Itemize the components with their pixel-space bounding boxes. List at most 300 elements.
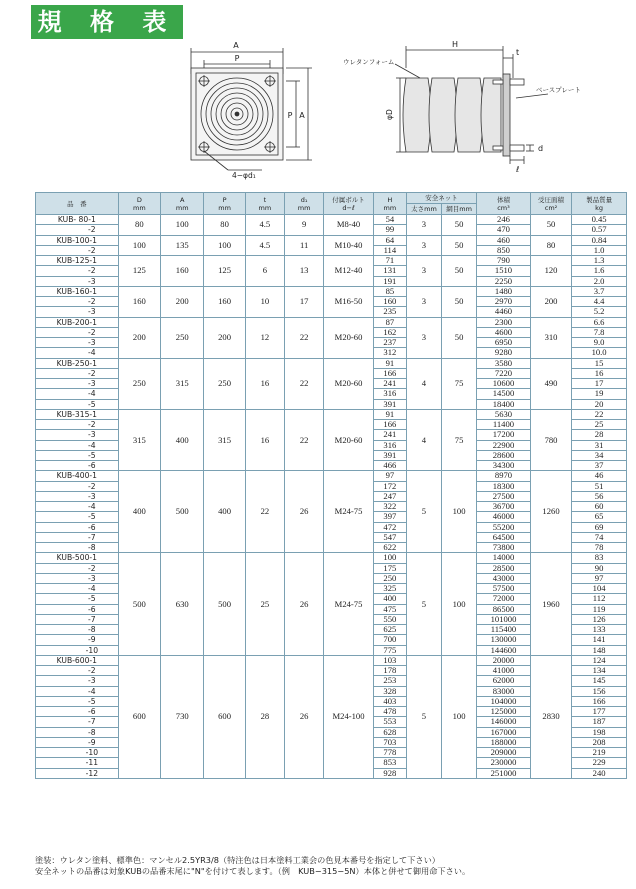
cell-model: -9 (36, 737, 119, 747)
cell-volume: 34300 (477, 461, 531, 471)
cell-model: -8 (36, 543, 119, 553)
cell-bolt: M10-40 (324, 235, 374, 256)
cell-model: -2 (36, 327, 119, 337)
th-A: A mm (161, 193, 204, 215)
cell-D: 600 (118, 655, 160, 778)
cell-D: 80 (118, 215, 160, 236)
cell-A: 730 (161, 655, 204, 778)
cell-volume: 18300 (477, 481, 531, 491)
cell-d1: 22 (284, 358, 323, 409)
cell-D: 160 (118, 286, 160, 317)
cell-D: 100 (118, 235, 160, 256)
cell-volume: 4460 (477, 307, 531, 317)
cell-d1: 26 (284, 655, 323, 778)
cell-volume: 144600 (477, 645, 531, 655)
cell-model: -3 (36, 379, 119, 389)
cell-model: KUB-100-1 (36, 235, 119, 245)
cell-H: 628 (373, 727, 406, 737)
cell-mass: 112 (572, 594, 627, 604)
cell-model: -5 (36, 594, 119, 604)
cell-H: 191 (373, 276, 406, 286)
cell-area: 50 (530, 215, 571, 236)
cell-H: 547 (373, 532, 406, 542)
cell-net-mesh: 75 (442, 409, 477, 471)
cell-volume: 2250 (477, 276, 531, 286)
cell-bolt: M20-60 (324, 358, 374, 409)
cell-volume: 130000 (477, 635, 531, 645)
cell-area: 80 (530, 235, 571, 256)
cell-A: 100 (161, 215, 204, 236)
cell-H: 700 (373, 635, 406, 645)
cell-mass: 156 (572, 686, 627, 696)
spec-table-body (36, 215, 627, 779)
cell-volume: 72000 (477, 594, 531, 604)
cell-d1: 11 (284, 235, 323, 256)
cell-model: -2 (36, 297, 119, 307)
cell-volume: 2300 (477, 317, 531, 327)
cell-H: 403 (373, 696, 406, 706)
cell-H: 91 (373, 358, 406, 368)
cell-H: 237 (373, 338, 406, 348)
cell-D: 200 (118, 317, 160, 358)
cell-model: -10 (36, 645, 119, 655)
cell-model: -3 (36, 276, 119, 286)
cell-A: 135 (161, 235, 204, 256)
th-t: t mm (245, 193, 284, 215)
cell-H: 250 (373, 573, 406, 583)
cell-H: 853 (373, 758, 406, 768)
cell-mass: 166 (572, 696, 627, 706)
th-safety-net: 安全ネット (406, 193, 476, 204)
cell-volume: 17200 (477, 430, 531, 440)
cell-area: 1260 (530, 471, 571, 553)
table-row (36, 235, 627, 245)
cell-volume: 9280 (477, 348, 531, 358)
cell-mass: 126 (572, 614, 627, 624)
cell-mass: 2.0 (572, 276, 627, 286)
cell-model: KUB-125-1 (36, 256, 119, 266)
baseplate-label: ベースプレート (536, 86, 581, 94)
cell-H: 100 (373, 553, 406, 563)
dim-phiD-label: φD (385, 109, 394, 120)
dim-d-label: d (538, 144, 544, 153)
cell-net-mesh: 75 (442, 358, 477, 409)
cell-mass: 78 (572, 543, 627, 553)
cell-volume: 115400 (477, 625, 531, 635)
cell-P: 250 (204, 358, 245, 409)
cell-model: -7 (36, 717, 119, 727)
cell-volume: 14500 (477, 389, 531, 399)
cell-model: -5 (36, 399, 119, 409)
dim-H-label: H (451, 40, 459, 49)
cell-A: 250 (161, 317, 204, 358)
cell-H: 928 (373, 768, 406, 778)
cell-d1: 26 (284, 471, 323, 553)
cell-t: 16 (245, 409, 284, 471)
cell-model: -11 (36, 758, 119, 768)
cell-model: -5 (36, 512, 119, 522)
cell-model: KUB-600-1 (36, 655, 119, 665)
cell-net-mesh: 50 (442, 235, 477, 256)
cell-volume: 1510 (477, 266, 531, 276)
dim-A-side-label: A (299, 111, 305, 120)
cell-t: 4.5 (245, 215, 284, 236)
cell-t: 22 (245, 471, 284, 553)
cell-model: -4 (36, 440, 119, 450)
cell-model: KUB-200-1 (36, 317, 119, 327)
cell-bolt: M24-100 (324, 655, 374, 778)
cell-model: -7 (36, 614, 119, 624)
cell-t: 10 (245, 286, 284, 317)
cell-A: 160 (161, 256, 204, 287)
cell-mass: 0.45 (572, 215, 627, 225)
th-net-mesh: 網目mm (442, 204, 477, 215)
cell-volume: 86500 (477, 604, 531, 614)
cell-d1: 13 (284, 256, 323, 287)
spec-table (35, 192, 627, 779)
cell-H: 114 (373, 245, 406, 255)
dim-l-label: ℓ (516, 165, 520, 174)
cell-model: -2 (36, 368, 119, 378)
cell-model: -2 (36, 245, 119, 255)
cell-volume: 790 (477, 256, 531, 266)
cell-H: 400 (373, 594, 406, 604)
cell-mass: 148 (572, 645, 627, 655)
cell-volume: 251000 (477, 768, 531, 778)
cell-model: -5 (36, 450, 119, 460)
cell-mass: 1.3 (572, 256, 627, 266)
cell-net-mesh: 50 (442, 215, 477, 236)
cell-mass: 46 (572, 471, 627, 481)
cell-volume: 18400 (477, 399, 531, 409)
cell-mass: 145 (572, 676, 627, 686)
cell-area: 490 (530, 358, 571, 409)
cell-mass: 83 (572, 553, 627, 563)
cell-H: 247 (373, 491, 406, 501)
cell-volume: 36700 (477, 502, 531, 512)
cell-H: 550 (373, 614, 406, 624)
dim-P-side-label: P (287, 111, 293, 120)
cell-net-thick: 4 (406, 409, 441, 471)
footnotes (35, 855, 635, 877)
cell-mass: 16 (572, 368, 627, 378)
note-safety-net: 安全ネットの品番は対象KUBの品番末尾に"N"を付けて表します。（例 KUB−315−5N）本体と併せて御用命下さい。 (35, 866, 471, 876)
cell-H: 235 (373, 307, 406, 317)
cell-P: 160 (204, 286, 245, 317)
cell-model: -4 (36, 502, 119, 512)
cell-A: 315 (161, 358, 204, 409)
cell-volume: 101000 (477, 614, 531, 624)
cell-H: 178 (373, 666, 406, 676)
cell-mass: 3.7 (572, 286, 627, 296)
dimension-drawings (0, 38, 636, 188)
cell-mass: 5.2 (572, 307, 627, 317)
cell-t: 28 (245, 655, 284, 778)
cell-volume: 10600 (477, 379, 531, 389)
cell-D: 250 (118, 358, 160, 409)
cell-volume: 83000 (477, 686, 531, 696)
note-paint: 塗装：ウレタン塗料、標準色：マンセル2.5YR3/8（特注色は日本塗料工業会の色見本番号を指定して下さい） (35, 855, 440, 865)
cell-H: 475 (373, 604, 406, 614)
cell-A: 200 (161, 286, 204, 317)
cell-model: -6 (36, 604, 119, 614)
th-D: D mm (118, 193, 160, 215)
cell-model: -8 (36, 727, 119, 737)
cell-mass: 31 (572, 440, 627, 450)
cell-net-mesh: 50 (442, 317, 477, 358)
cell-H: 131 (373, 266, 406, 276)
cell-volume: 64500 (477, 532, 531, 542)
dim-A-label: A (233, 41, 239, 50)
cell-P: 400 (204, 471, 245, 553)
th-d1: d₁ mm (284, 193, 323, 215)
cell-mass: 25 (572, 420, 627, 430)
cell-mass: 7.8 (572, 327, 627, 337)
cell-model: -10 (36, 748, 119, 758)
cell-mass: 17 (572, 379, 627, 389)
cell-H: 64 (373, 235, 406, 245)
cell-net-thick: 3 (406, 317, 441, 358)
cell-bolt: M24-75 (324, 553, 374, 656)
cell-bolt: M20-60 (324, 317, 374, 358)
spec-table-header (36, 193, 627, 215)
cell-mass: 198 (572, 727, 627, 737)
cell-mass: 37 (572, 461, 627, 471)
cell-t: 6 (245, 256, 284, 287)
cell-model: -2 (36, 481, 119, 491)
cell-area: 1960 (530, 553, 571, 656)
cell-volume: 14000 (477, 553, 531, 563)
cell-H: 99 (373, 225, 406, 235)
th-area: 受圧面積 cm² (530, 193, 571, 215)
cell-model: -3 (36, 307, 119, 317)
cell-mass: 124 (572, 655, 627, 665)
urethane-label: ウレタンフォーム (343, 58, 395, 66)
cell-model: -3 (36, 338, 119, 348)
cell-model: KUB-400-1 (36, 471, 119, 481)
cell-model: -2 (36, 666, 119, 676)
cell-model: -12 (36, 768, 119, 778)
cell-volume: 125000 (477, 707, 531, 717)
cell-H: 160 (373, 297, 406, 307)
cell-area: 2830 (530, 655, 571, 778)
cell-H: 472 (373, 522, 406, 532)
cell-H: 325 (373, 584, 406, 594)
cell-mass: 15 (572, 358, 627, 368)
cell-volume: 850 (477, 245, 531, 255)
table-row (36, 409, 627, 419)
cell-t: 12 (245, 317, 284, 358)
cell-mass: 0.84 (572, 235, 627, 245)
cell-H: 397 (373, 512, 406, 522)
cell-mass: 6.6 (572, 317, 627, 327)
cell-volume: 1480 (477, 286, 531, 296)
cell-mass: 60 (572, 502, 627, 512)
cell-H: 241 (373, 379, 406, 389)
cell-volume: 6950 (477, 338, 531, 348)
cell-H: 391 (373, 450, 406, 460)
dim-t-label: t (516, 48, 520, 57)
cell-mass: 10.0 (572, 348, 627, 358)
cell-mass: 97 (572, 573, 627, 583)
cell-P: 80 (204, 215, 245, 236)
cell-H: 97 (373, 471, 406, 481)
cell-bolt: M16-50 (324, 286, 374, 317)
cell-mass: 119 (572, 604, 627, 614)
cell-mass: 0.57 (572, 225, 627, 235)
cell-t: 16 (245, 358, 284, 409)
cell-H: 316 (373, 389, 406, 399)
cell-net-thick: 5 (406, 655, 441, 778)
cell-volume: 20000 (477, 655, 531, 665)
cell-mass: 177 (572, 707, 627, 717)
cell-mass: 69 (572, 522, 627, 532)
cell-model: KUB- 80-1 (36, 215, 119, 225)
cell-H: 71 (373, 256, 406, 266)
cell-model: -6 (36, 461, 119, 471)
cell-A: 500 (161, 471, 204, 553)
cell-H: 622 (373, 543, 406, 553)
cell-mass: 1.0 (572, 245, 627, 255)
table-row (36, 256, 627, 266)
cell-net-mesh: 50 (442, 256, 477, 287)
cell-H: 625 (373, 625, 406, 635)
cell-mass: 104 (572, 584, 627, 594)
cell-H: 322 (373, 502, 406, 512)
front-view-drawing (191, 48, 312, 170)
cell-volume: 146000 (477, 717, 531, 727)
cell-mass: 34 (572, 450, 627, 460)
table-row (36, 553, 627, 563)
cell-mass: 9.0 (572, 338, 627, 348)
cell-mass: 74 (572, 532, 627, 542)
th-bolt: 付属ボルト d−ℓ (324, 193, 374, 215)
cell-A: 630 (161, 553, 204, 656)
cell-P: 200 (204, 317, 245, 358)
cell-volume: 460 (477, 235, 531, 245)
cell-H: 103 (373, 655, 406, 665)
cell-net-thick: 3 (406, 235, 441, 256)
cell-model: -7 (36, 532, 119, 542)
cell-mass: 51 (572, 481, 627, 491)
cell-d1: 9 (284, 215, 323, 236)
cell-net-mesh: 100 (442, 655, 477, 778)
cell-model: -8 (36, 625, 119, 635)
cell-model: -2 (36, 563, 119, 573)
cell-net-mesh: 100 (442, 553, 477, 656)
cell-volume: 11400 (477, 420, 531, 430)
cell-volume: 230000 (477, 758, 531, 768)
cell-model: -6 (36, 522, 119, 532)
cell-mass: 134 (572, 666, 627, 676)
table-row (36, 358, 627, 368)
cell-model: -9 (36, 635, 119, 645)
cell-mass: 240 (572, 768, 627, 778)
cell-area: 120 (530, 256, 571, 287)
cell-model: -4 (36, 686, 119, 696)
cell-model: -4 (36, 584, 119, 594)
cell-H: 775 (373, 645, 406, 655)
cell-volume: 41000 (477, 666, 531, 676)
cell-net-thick: 5 (406, 471, 441, 553)
cell-volume: 28600 (477, 450, 531, 460)
cell-H: 703 (373, 737, 406, 747)
cell-mass: 4.4 (572, 297, 627, 307)
cell-net-mesh: 100 (442, 471, 477, 553)
cell-net-thick: 3 (406, 215, 441, 236)
cell-P: 125 (204, 256, 245, 287)
table-row (36, 317, 627, 327)
cell-volume: 167000 (477, 727, 531, 737)
cell-mass: 1.6 (572, 266, 627, 276)
cell-model: KUB-160-1 (36, 286, 119, 296)
table-row (36, 471, 627, 481)
cell-H: 162 (373, 327, 406, 337)
cell-volume: 22900 (477, 440, 531, 450)
dim-P-label: P (234, 54, 240, 63)
cell-H: 172 (373, 481, 406, 491)
cell-mass: 19 (572, 389, 627, 399)
cell-D: 315 (118, 409, 160, 471)
cell-net-mesh: 50 (442, 286, 477, 317)
cell-volume: 57500 (477, 584, 531, 594)
cell-H: 778 (373, 748, 406, 758)
cell-mass: 28 (572, 430, 627, 440)
cell-H: 87 (373, 317, 406, 327)
cell-model: -6 (36, 707, 119, 717)
cell-H: 241 (373, 430, 406, 440)
cell-volume: 62000 (477, 676, 531, 686)
cell-volume: 188000 (477, 737, 531, 747)
cell-model: -3 (36, 573, 119, 583)
cell-mass: 90 (572, 563, 627, 573)
cell-net-thick: 3 (406, 256, 441, 287)
cell-mass: 56 (572, 491, 627, 501)
cell-mass: 133 (572, 625, 627, 635)
cell-mass: 208 (572, 737, 627, 747)
cell-D: 125 (118, 256, 160, 287)
th-mass: 製品質量 kg (572, 193, 627, 215)
cell-H: 391 (373, 399, 406, 409)
cell-net-thick: 5 (406, 553, 441, 656)
cell-H: 166 (373, 420, 406, 430)
cell-D: 500 (118, 553, 160, 656)
cell-bolt: M20-60 (324, 409, 374, 471)
cell-area: 200 (530, 286, 571, 317)
cell-model: -2 (36, 420, 119, 430)
cell-volume: 8970 (477, 471, 531, 481)
cell-H: 328 (373, 686, 406, 696)
cell-H: 54 (373, 215, 406, 225)
cell-mass: 65 (572, 512, 627, 522)
cell-d1: 22 (284, 317, 323, 358)
cell-H: 478 (373, 707, 406, 717)
cell-volume: 2970 (477, 297, 531, 307)
cell-volume: 3580 (477, 358, 531, 368)
cell-H: 466 (373, 461, 406, 471)
cell-H: 553 (373, 717, 406, 727)
cell-d1: 26 (284, 553, 323, 656)
cell-model: -4 (36, 389, 119, 399)
cell-mass: 141 (572, 635, 627, 645)
cell-volume: 470 (477, 225, 531, 235)
table-row (36, 286, 627, 296)
cell-model: -4 (36, 348, 119, 358)
cell-mass: 20 (572, 399, 627, 409)
cell-model: -5 (36, 696, 119, 706)
cell-model: -3 (36, 676, 119, 686)
cell-mass: 22 (572, 409, 627, 419)
